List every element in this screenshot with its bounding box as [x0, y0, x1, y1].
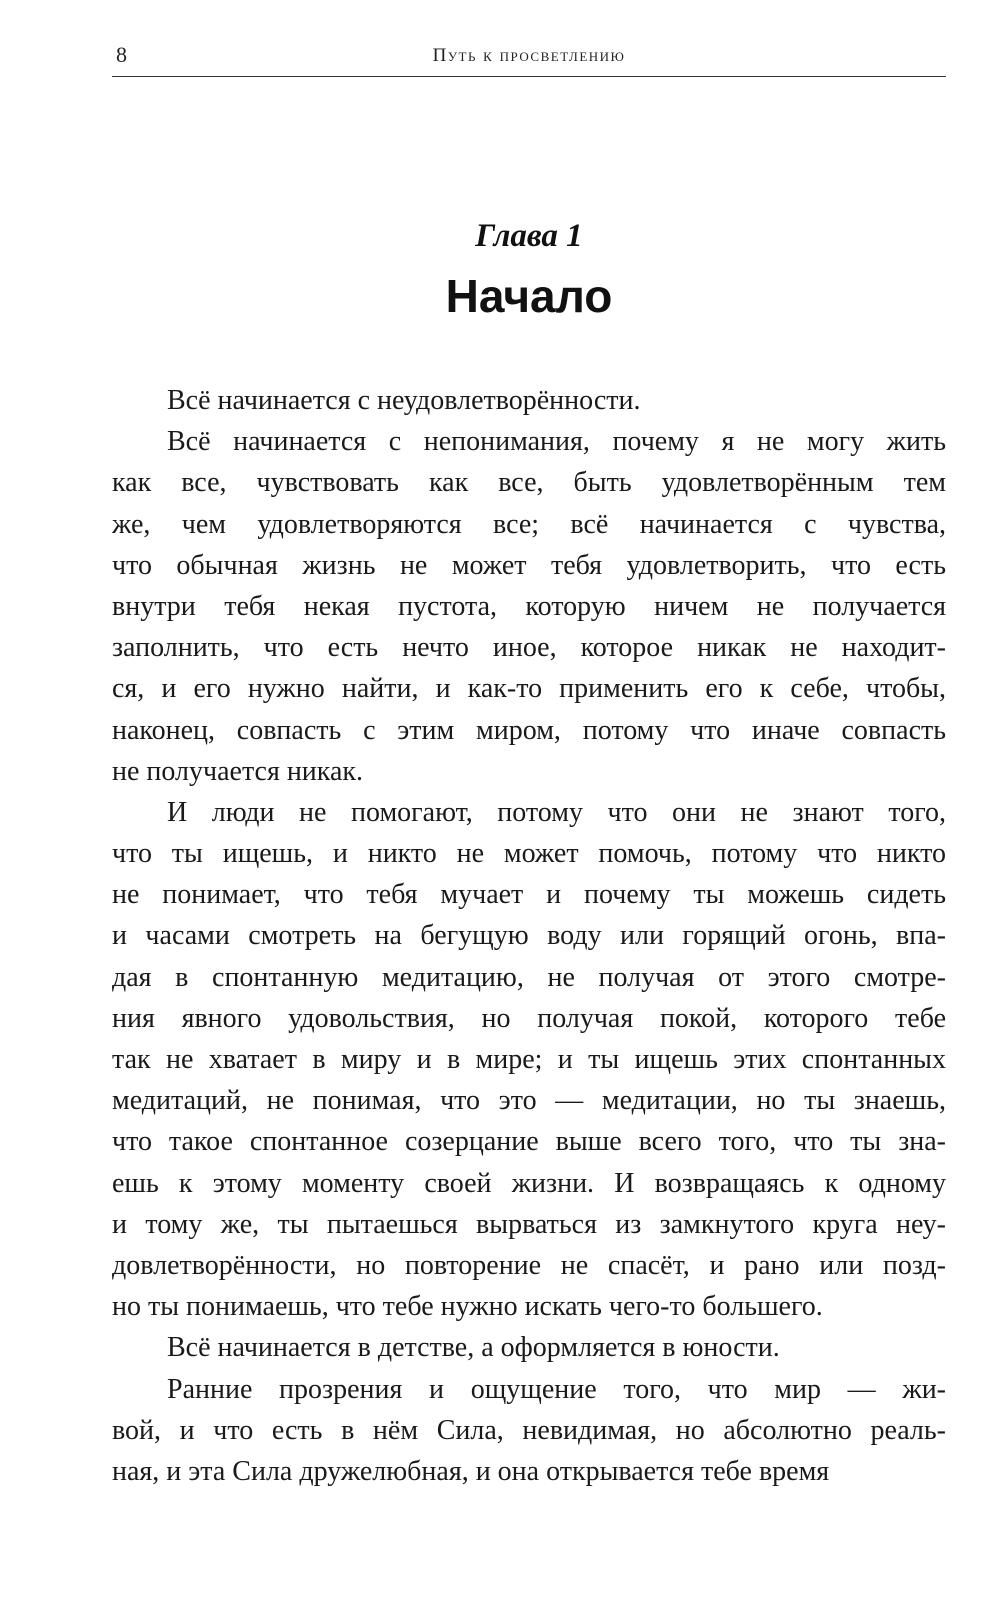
text-line: что обычная жизнь не может тебя удовлетворить, что есть [112, 549, 946, 581]
paragraph [112, 380, 946, 421]
page-number: 8 [116, 42, 127, 67]
text-line: ешь к этому моменту своей жизни. И возвращаясь к одному [112, 1167, 946, 1199]
paragraph [112, 1369, 946, 1493]
chapter-label: Глава 1 [475, 218, 583, 254]
text-line: же, чем удовлетворяются все; всё начинается с чувства, [112, 508, 946, 540]
text-line: так не хватает в миру и в мире; и ты ищешь этих спонтанных [112, 1044, 946, 1075]
text-line: ся, и его нужно найти, и как-то применить его к себе, чтобы, [112, 673, 946, 705]
text-line: наконец, совпасть с этим миром, потому что иначе совпасть [112, 714, 946, 746]
text-line: ния явного удовольствия, но получая покой, которого тебе [112, 1002, 946, 1034]
paragraph [112, 792, 946, 1327]
body-text [112, 380, 946, 1492]
text-line: медитаций, не понимая, что это — медитации, но ты знаешь, [112, 1085, 946, 1117]
text-line: ная, и эта Сила дружелюбная, и она открывается тебе время [112, 1455, 830, 1487]
chapter-title: Начало [445, 270, 613, 322]
text-line: но ты понимаешь, что тебе нужно искать чего-то большего. [112, 1291, 823, 1323]
text-line: что такое спонтанное созерцание выше всего того, что ты зна- [112, 1126, 946, 1158]
text-line: Всё начинается с неудовлетворённости. [167, 385, 641, 416]
text-line: Всё начинается с непонимания, почему я не могу жить [167, 426, 946, 458]
text-line: не понимает, что тебя мучает и почему ты можешь сидеть [112, 879, 946, 911]
text-line: не получается никак. [112, 755, 364, 787]
text-line: и тому же, ты пытаешься вырваться из замкнутого круга неу- [112, 1208, 946, 1240]
text-line: Всё начинается в детстве, а оформляется в юности. [167, 1332, 780, 1364]
running-title: Путь к просветлению [432, 45, 626, 66]
text-line: дая в спонтанную медитацию, не получая от этого смотре- [112, 961, 946, 993]
text-line: довлетворённости, но повторение не спасёт, и рано или позд- [112, 1249, 946, 1281]
text-line: Ранние прозрения и ощущение того, что мир — жи- [167, 1373, 946, 1405]
text-line: и часами смотреть на бегущую воду или горящий огонь, впа- [112, 920, 946, 952]
text-line: что ты ищешь, и никто не может помочь, потому что никто [112, 838, 946, 870]
text-line: заполнить, что есть нечто иное, которое никак не находит- [112, 632, 946, 664]
running-header [112, 40, 946, 77]
text-line: вой, и что есть в нём Сила, невидимая, но абсолютно реаль- [112, 1414, 946, 1446]
text-line: И люди не помогают, потому что они не знают того, [167, 796, 946, 828]
paragraph [112, 1327, 946, 1368]
paragraph [112, 421, 946, 792]
text-line: как все, чувствовать как все, быть удовлетворённым тем [112, 467, 946, 499]
text-line: внутри тебя некая пустота, которую ничем не получается [112, 590, 946, 622]
